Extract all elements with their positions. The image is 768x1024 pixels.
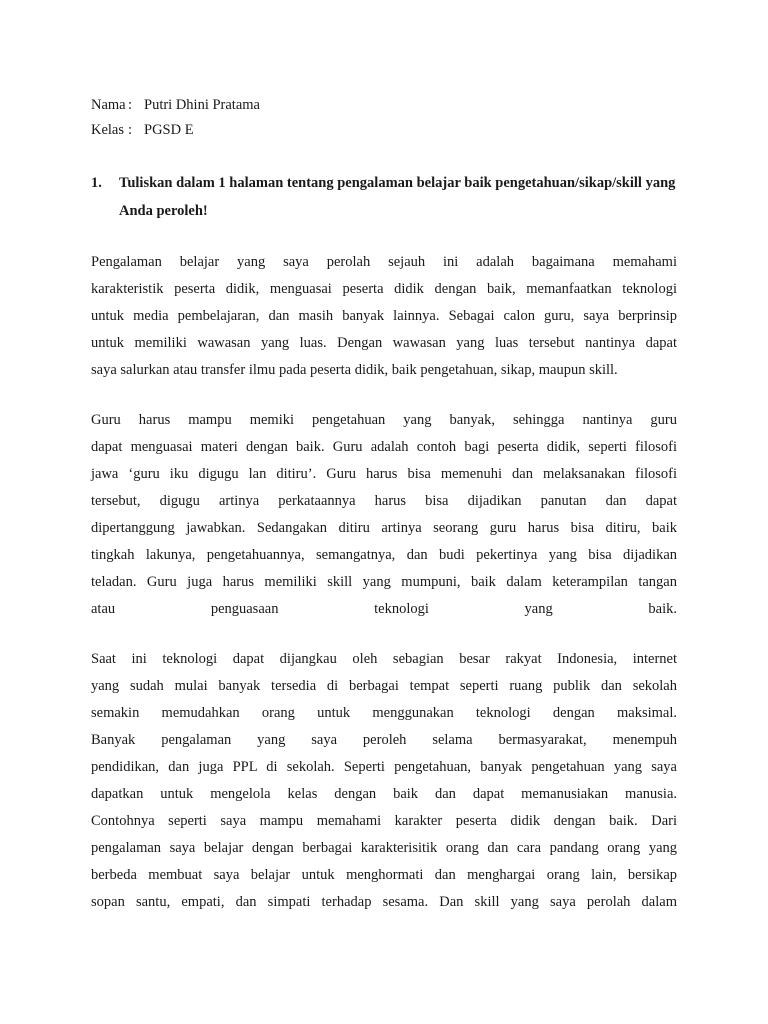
question-text: Tuliskan dalam 1 halaman tentang pengalaman belajar baik pengetahuan/sikap/skill yang Anda peroleh! — [119, 175, 676, 219]
question-item — [91, 170, 677, 225]
paragraph-3 — [91, 646, 677, 916]
class-row — [91, 118, 677, 143]
text-line: semakin memudahkan orang untuk menggunakan teknologi dengan maksimal. — [91, 705, 677, 721]
text-line: berbeda membuat saya belajar untuk menghormati dan menghargai orang lain, bersikap — [91, 867, 677, 883]
text-line: sopan santu, empati, dan simpati terhadap sesama. Dan skill yang saya perolah dalam — [91, 894, 677, 910]
name-label: Nama — [91, 97, 126, 113]
question-number: 1. — [91, 175, 102, 191]
document-content — [91, 93, 677, 916]
text-line: dapat menguasai materi dengan baik. Guru adalah contoh bagi peserta didik, seperti filosofi — [91, 439, 677, 455]
text-line: Pengalaman belajar yang saya perolah sejauh ini adalah bagaimana memahami — [91, 254, 677, 270]
text-line: atau penguasaan teknologi yang baik. — [91, 601, 677, 617]
text-line: untuk media pembelajaran, dan masih banyak lainnya. Sebagai calon guru, saya berprinsip — [91, 308, 677, 324]
text-line: Banyak pengalaman yang saya peroleh selama bermasyarakat, menempuh — [91, 732, 677, 748]
text-line: teladan. Guru juga harus memiliki skill yang mumpuni, baik dalam keterampilan tangan — [91, 574, 677, 590]
paragraph-1 — [91, 249, 677, 384]
text-line: tersebut, digugu artinya perkataannya harus bisa dijadikan panutan dan dapat — [91, 493, 677, 509]
text-line: jawa ‘guru iku digugu lan ditiru’. Guru harus bisa memenuhi dan melaksanakan filosofi — [91, 466, 677, 482]
class-separator: : — [128, 122, 133, 138]
text-line: karakteristik peserta didik, menguasai peserta didik dengan baik, memanfaatkan teknologi — [91, 281, 677, 297]
text-line: pendidikan, dan juga PPL di sekolah. Seperti pengetahuan, banyak pengetahuan yang saya — [91, 759, 677, 775]
text-line: Guru harus mampu memiki pengetahuan yang banyak, sehingga nantinya guru — [91, 412, 677, 428]
class-value: PGSD E — [144, 122, 194, 138]
text-line: dapatkan untuk mengelola kelas dengan baik dan dapat memanusiakan manusia. — [91, 786, 677, 802]
text-line: yang sudah mulai banyak tersedia di berbagai tempat seperti ruang publik dan sekolah — [91, 678, 677, 694]
name-value: Putri Dhini Pratama — [144, 97, 260, 113]
name-row — [91, 93, 677, 118]
text-line: untuk memiliki wawasan yang luas. Dengan wawasan yang luas tersebut nantinya dapat — [91, 335, 677, 351]
paragraphs — [91, 249, 677, 916]
text-line: pengalaman saya belajar dengan berbagai karakterisitik orang dan cara pandang orang yang — [91, 840, 677, 856]
text-line: dipertanggung jawabkan. Sedangakan ditiru artinya seorang guru harus bisa ditiru, baik — [91, 520, 677, 536]
name-separator: : — [128, 97, 133, 113]
text-line: saya salurkan atau transfer ilmu pada peserta didik, baik pengetahuan, sikap, maupun skill. — [91, 362, 618, 378]
text-line: tingkah lakunya, pengetahuannya, semangatnya, dan budi pekertinya yang bisa dijadikan — [91, 547, 677, 563]
class-label: Kelas — [91, 122, 125, 138]
text-line: Contohnya seperti saya mampu memahami karakter peserta didik dengan baik. Dari — [91, 813, 677, 829]
paragraph-2 — [91, 407, 677, 623]
text-line: Saat ini teknologi dapat dijangkau oleh sebagian besar rakyat Indonesia, internet — [91, 651, 677, 667]
